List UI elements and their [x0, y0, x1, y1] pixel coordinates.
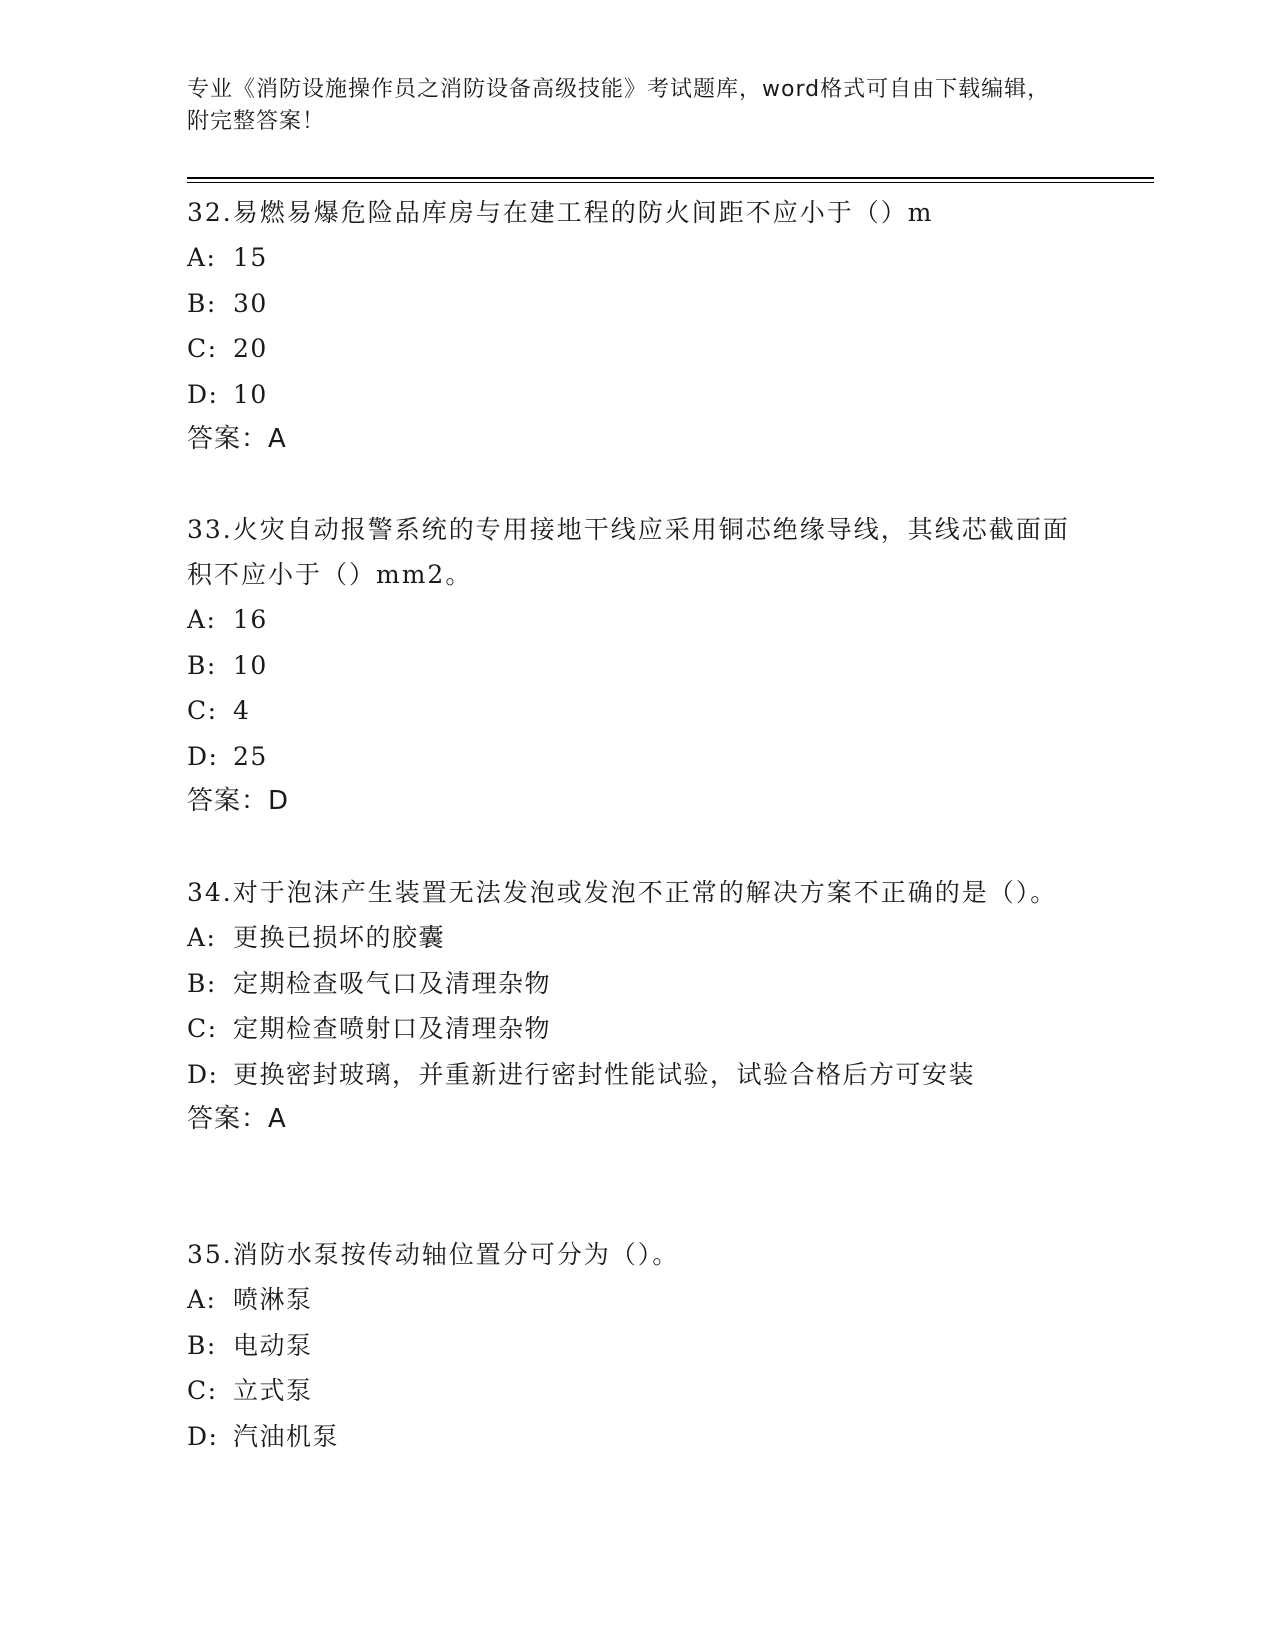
option-d — [187, 372, 1087, 418]
option-letter: D: — [187, 1059, 219, 1089]
option-letter: A: — [187, 243, 217, 272]
option-text: 15 — [233, 243, 268, 272]
option-text: 25 — [233, 741, 268, 771]
option-letter: D: — [187, 379, 219, 409]
option-letter: B: — [187, 1330, 217, 1360]
option-c — [187, 688, 1087, 734]
option-letter: C: — [187, 696, 218, 725]
option-a — [187, 597, 1087, 643]
option-text: 电动泵 — [233, 1330, 313, 1360]
option-text: 10 — [233, 379, 268, 409]
option-b — [187, 1323, 1087, 1369]
option-d — [187, 1052, 1087, 1098]
option-c — [187, 1368, 1087, 1414]
answer: 答案：A — [187, 424, 287, 454]
option-a — [187, 235, 1087, 281]
question-stem: 34.对于泡沫产生装置无法发泡或发泡不正常的解决方案不正确的是（）。 — [187, 878, 1058, 907]
option-text: 4 — [233, 696, 251, 725]
option-b — [187, 281, 1087, 327]
question-34 — [187, 870, 1087, 1142]
document-header: 专业《消防设施操作员之消防设备高级技能》考试题库，word格式可自由下载编辑，附完整答案！ — [187, 77, 1051, 134]
option-letter: A: — [187, 1285, 217, 1314]
question-stem: 33.火灾自动报警系统的专用接地干线应采用铜芯绝缘导线，其线芯截面面积不应小于（）mm2。 — [187, 515, 1070, 589]
option-text: 更换密封玻璃，并重新进行密封性能试验，试验合格后方可安装 — [233, 1059, 976, 1089]
option-c — [187, 326, 1087, 372]
header-divider-thin — [187, 182, 1154, 183]
answer: 答案：D — [187, 786, 290, 816]
option-text: 立式泵 — [233, 1376, 313, 1405]
question-33 — [187, 507, 1087, 824]
option-text: 30 — [233, 288, 268, 318]
option-letter: C: — [187, 1376, 218, 1405]
option-letter: B: — [187, 968, 217, 998]
question-stem: 32.易燃易爆危险品库房与在建工程的防火间距不应小于（）m — [187, 198, 934, 227]
option-text: 20 — [233, 334, 268, 363]
option-b — [187, 961, 1087, 1007]
answer: 答案：A — [187, 1104, 287, 1134]
question-stem: 35.消防水泵按传动轴位置分可分为（）。 — [187, 1240, 680, 1269]
option-letter: B: — [187, 650, 217, 680]
header-divider-thick — [187, 177, 1154, 179]
option-d — [187, 1414, 1087, 1460]
option-letter: B: — [187, 288, 217, 318]
option-letter: A: — [187, 605, 217, 634]
option-text: 定期检查吸气口及清理杂物 — [233, 968, 552, 998]
option-text: 汽油机泵 — [233, 1421, 340, 1451]
option-text: 10 — [233, 650, 268, 680]
option-letter: D: — [187, 1421, 219, 1451]
option-b — [187, 643, 1087, 689]
option-a — [187, 915, 1087, 961]
option-letter: D: — [187, 741, 219, 771]
option-text: 喷淋泵 — [233, 1285, 313, 1314]
option-text: 16 — [233, 605, 268, 634]
option-text: 更换已损坏的胶囊 — [233, 923, 446, 952]
option-a — [187, 1277, 1087, 1323]
option-letter: A: — [187, 923, 217, 952]
option-letter: C: — [187, 1014, 218, 1043]
option-text: 定期检查喷射口及清理杂物 — [233, 1014, 552, 1043]
question-35 — [187, 1232, 1087, 1459]
option-c — [187, 1006, 1087, 1052]
question-32 — [187, 190, 1087, 462]
option-d — [187, 734, 1087, 780]
option-letter: C: — [187, 334, 218, 363]
